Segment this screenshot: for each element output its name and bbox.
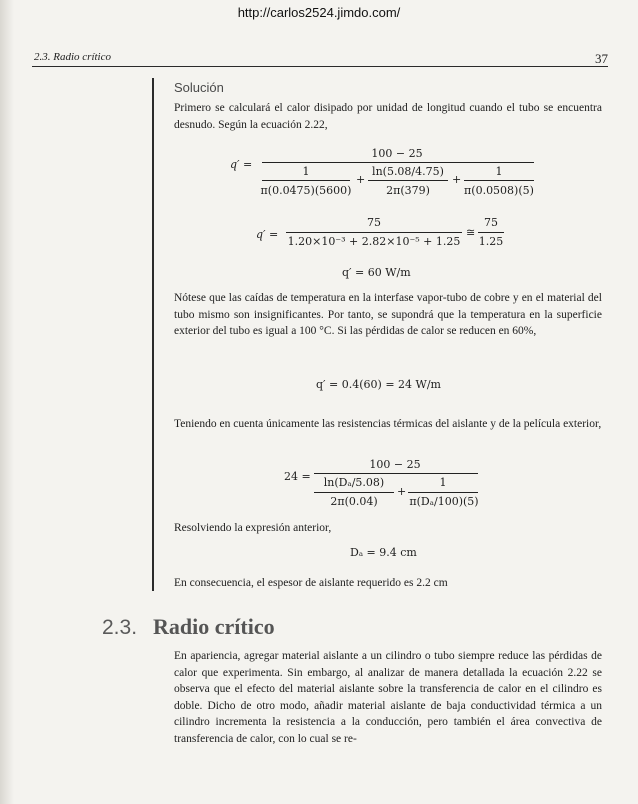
- solution-margin-rule: [152, 78, 154, 591]
- section-body-paragraph: En apariencia, agregar material aislante a un cilindro o tubo siempre reduce las pérdidas de calor que experimenta. Sin embargo, al analizar de manera detallada la ecuación 2.22 se observa que el efecto del material aislante sobre la transferencia de calor en el cilindro es doble. Dicho de otro modo, añadir material aislante de baja conductividad térmica a un cilindro incrementa la resistencia a la conducción, pero también el área convectiva de transferencia de calor, con lo cual se re-: [174, 650, 602, 745]
- eq5-lhs: 24 =: [284, 470, 311, 483]
- eq1-term2-numerator: ln(5.08/4.75): [372, 165, 444, 178]
- eq5-term2-numerator: 1: [439, 476, 447, 489]
- solution-paragraph-3: Teniendo en cuenta únicamente las resistencias térmicas del aislante y de la película exterior,: [174, 418, 602, 430]
- page-edge-shadow: [0, 0, 14, 804]
- equation-3: q′ = 60 W/m: [342, 266, 411, 279]
- eq1-term3-denominator: π(0.0508)(5): [464, 184, 534, 197]
- eq5-term1-denominator: 2π(0.04): [330, 495, 378, 508]
- solution-paragraph-5: En consecuencia, el espesor de aislante requerido es 2.2 cm: [174, 577, 448, 589]
- eq2-fraction-bar-a: [286, 232, 462, 233]
- eq1-term1-denominator: π(0.0475)(5600): [260, 184, 352, 197]
- eq2-numerator-a: 75: [367, 216, 381, 229]
- header-rule: [32, 66, 608, 67]
- eq5-numerator: 100 − 25: [369, 458, 421, 471]
- equation-6: Dₐ = 9.4 cm: [350, 546, 417, 559]
- eq5-term1-bar: [314, 492, 394, 493]
- solution-paragraph-2: Nótese que las caídas de temperatura en la interfase vapor-tubo de cobre y en el material del tubo mismo son insignificantes. Por tanto, se supondrá que la temperatura en la superficie exterior del tubo es igual a 100 °C. Si las pérdidas de calor se reducen en 60%,: [174, 292, 602, 338]
- eq5-term2-bar: [408, 492, 478, 493]
- eq5-main-fraction-bar: [314, 473, 478, 474]
- eq1-term2-denominator: 2π(379): [386, 184, 430, 197]
- solution-intro-paragraph: Primero se calculará el calor disipado por unidad de longitud cuando el tubo se encuentra desnudo. Según la ecuación 2.22,: [174, 102, 602, 131]
- section-number: 2.3.: [102, 616, 138, 639]
- eq5-term1-numerator: ln(Dₐ/5.08): [323, 476, 385, 489]
- eq1-term2-bar: [368, 180, 448, 181]
- eq1-term3-bar: [464, 180, 534, 181]
- eq1-lhs: q′ =: [230, 158, 253, 171]
- page-number: 37: [595, 51, 608, 66]
- eq1-plus-2: +: [452, 173, 462, 186]
- equation-4: q′ = 0.4(60) = 24 W/m: [316, 378, 441, 391]
- eq1-term1-numerator: 1: [302, 165, 310, 178]
- eq2-denominator-b: 1.25: [478, 235, 504, 248]
- solution-heading: Solución: [174, 80, 224, 95]
- section-title: Radio crítico: [153, 614, 275, 639]
- eq5-plus: +: [397, 485, 407, 498]
- eq2-approx-sign: ≅: [466, 226, 476, 239]
- eq2-fraction-bar-b: [478, 232, 504, 233]
- solution-paragraph-4: Resolviendo la expresión anterior,: [174, 522, 332, 534]
- eq1-term1-bar: [262, 180, 350, 181]
- eq2-denominator-a: 1.20×10⁻³ + 2.82×10⁻⁵ + 1.25: [287, 235, 461, 248]
- eq1-term3-numerator: 1: [495, 165, 503, 178]
- eq2-numerator-b: 75: [484, 216, 498, 229]
- eq1-numerator: 100 − 25: [371, 147, 423, 160]
- eq1-main-fraction-bar: [262, 162, 534, 163]
- eq5-term2-denominator: π(Dₐ/100)(5): [409, 495, 479, 508]
- running-header-section: 2.3. Radio crítico: [34, 51, 111, 63]
- eq2-lhs: q′ =: [256, 228, 279, 241]
- eq1-plus-1: +: [356, 173, 366, 186]
- source-url: http://carlos2524.jimdo.com/: [237, 5, 401, 20]
